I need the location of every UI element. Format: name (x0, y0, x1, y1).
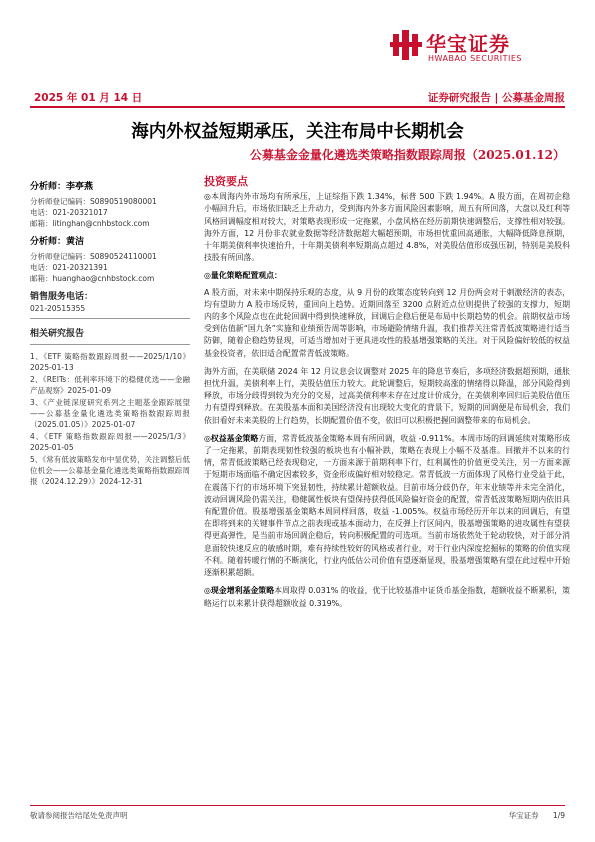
related-report-item[interactable]: 3、《产业链深度研究系列之主题基金跟踪展望——公募基金量化遴选类策略指数跟踪周报（2025.01.05）》2025-01-07 (30, 398, 190, 429)
cash-strategy-text: 本周取得 0.031% 的收益，优于比较基准中证货币基金指数，超额收益不断累积，策略运行以来累计获得超额收益 0.319%。 (204, 586, 571, 608)
page-subtitle: 公募基金金量化遴选类策略指数跟踪周报（2025.01.12） (249, 148, 565, 162)
analyst-email[interactable]: 邮箱：huanghao@cnhbstock.com (30, 274, 155, 283)
section-title: 投资要点 (204, 175, 248, 188)
report-type: 证券研究报告 | 公募基金周报 (427, 92, 565, 104)
related-report-item[interactable]: 1、《ETF 策略指数跟踪周报——2025/1/10》2025-01-13 (30, 352, 190, 372)
sales-phone: 021-20515355 (30, 304, 86, 313)
footer-brand: 华宝证券 (508, 811, 539, 820)
analyst-cert: 分析师登记编码：S0890519080001 (30, 197, 157, 206)
related-report-item[interactable]: 2、《REITs：低利率环境下的稳健优选——金融产品观察》2025-01-09 (30, 375, 190, 395)
related-report-item[interactable]: 5、《常有低波策略发布中显优势，关注调整后低位机会——公募基金量化遴选类策略指数跟踪周报（2024.12.29）》2024-12-31 (30, 455, 190, 486)
brand-name-cn: 华宝证券 (426, 32, 510, 56)
view-heading: ◎量化策略配置观点： (204, 271, 282, 281)
report-date: 2025 年 01 月 14 日 (34, 92, 143, 104)
view-paragraph-overseas: 海外方面，在美联储 2024 年 12 月议息会议调整对 2025 年的降息节奏后，多项经济数据超预期，通胀担忧升温，美债利率上行，美股估值压力较大。此轮调整后，短期较高涨的情绪得以降温，部分风险得到释放，市场分歧得到较为充分的交易，过高美债利率未存在过度计价成分，在美债利率回归后美股估值压力有望得到释放。在美股基本面和美国经济没有出现较大变化的背景下，短期的回调便是布局机会，我们依旧看好未来美股的上行趋势，长期配置价值不变，依旧可以积极把握回调整带来的布局机会。 (204, 366, 570, 425)
analyst-email[interactable]: 邮箱：litinghan@cnhbstock.com (30, 219, 150, 228)
sidebar (30, 176, 190, 488)
footer-page-info (509, 810, 565, 821)
page-number: 1/9 (552, 811, 565, 820)
sales-phone-label: 销售服务电话： (30, 292, 94, 302)
related-reports-title: 相关研究报告 (30, 329, 85, 339)
hwabao-logo-icon (390, 30, 422, 60)
header-logo (390, 26, 570, 70)
page-title: 海内外权益短期承压，关注布局中长期机会 (131, 122, 464, 142)
intro-paragraph: ◎本周海内外市场均有所承压，上证综指下跌 1.34%，标普 500 下跌 1.94%。A 股方面，在周初企稳小幅回升后，市场依旧缺乏上升动力，受到海内外多方面风险因素影响，周五有所回落，大盘以及红利等风格回调幅度相对较大，对策略表现形成一定拖累，小盘风格在经历前期快速调整后，支撑性相对较强。海外方面，12 月份非农就业数据等经济数据超大幅超预期，市场担忧重回高通胀，大幅降低降息预期，十年期美债利率快速抬升，十年期美债利率短期高点超过 4.8%，对美股估值形成强压制，特别是美股科技股有所回落。 (204, 192, 570, 263)
sidebar-divider (30, 318, 190, 319)
footer-divider (30, 805, 565, 806)
analyst-name: 分析师：李亭燕 (30, 182, 94, 192)
footer-disclaimer: 敬请参阅报告结尾处免责声明 (30, 811, 128, 820)
header-divider (30, 106, 565, 108)
brand-name-en: HWABAO SECURITIES (428, 54, 522, 63)
main-content (204, 176, 570, 610)
equity-strategy-paragraph (204, 433, 570, 579)
related-report-item[interactable]: 4、《ETF 策略指数跟踪周报——2025/1/3》2025-01-05 (30, 432, 190, 452)
analyst-cert: 分析师登记编码：S0890524110001 (30, 252, 157, 261)
view-paragraph-a-share: A 股方面，对未来中期保持乐观的态度，从 9 月份的政策态度转向到 12 月份两会对于刺激经济的表态，均有望助力 A 股市场反转，重回向上趋势。近期回落至 3200 点附近点位则提供了较强的支撑力，短期内的多个风险点也在此轮回调中得到快速释放，回调后企稳后便是布局中长期趋势的机会。前期权益市场受到估值新“国九条”实施和业绩预告周等影响，市场避险情绪升温，我们推荐关注常青低波策略进行适当防御，随着企稳趋势显现，可适当增加对于更具进攻性的股基增强策略的关注。对于风险偏好较低的权益基金投资者，依旧适合配置常青低波策略。 (204, 287, 570, 358)
analyst-1 (30, 182, 190, 229)
analyst-name: 分析师：黄洁 (30, 237, 85, 247)
analyst-phone: 电话：021-20321391 (30, 263, 108, 272)
analyst-2 (30, 237, 190, 284)
analyst-phone: 电话：021-20321017 (30, 208, 108, 217)
sidebar-divider (30, 344, 190, 345)
equity-strategy-heading: ◎权益基金策略 (204, 433, 259, 443)
cash-strategy-heading: ◎现金增利基金策略 (204, 586, 275, 596)
cash-strategy-paragraph (204, 585, 570, 609)
equity-strategy-text: 方面，常青低波基金策略本周有所回调，收益 -0.911%。本周市场的回调延续对策略形成了一定拖累，前期表现韧性较强的板块也有小幅补跌，策略在表现上小幅不及基准。回撤并不以来的行情，常青低波策略已经表现稳定，一方面来源于前期利率下行，红利属性的价值更受关注，另一方面来源于短期市场面临不确定因素较多，资金形成偏好相对较稳定。常青低波一方面体现了风格行业受益于此，在震荡下行的市场环境下突显韧性，持续累计超额收益。目前市场分歧仍存，年末业绩等并未完全消化，波动回调风险仍需关注，稳健属性板块有望保持获得低风险偏好资金的配置，常青低波策略短期内依旧具有配置价值。股基增强基金策略本周同样回落，收益 -1.005%。权益市场经历开年以来的回调后，有望在即将到来的关键事件节点之前表现或基本面动力，在反弹上行区间内，股基增强策略的进攻属性有望获得更高弹性，是当前市场回调企稳后，转向积极配置的可选项。当前市场依然处于轮动较快，对于部分消息面较快速反应的敏感时期，难有持续性较好的风格或者行业，对于行业内深度挖掘标的策略的价值实现不利。随着转暖行情的不断演化，行业内低估公司价值有望逐渐显现，股基增强策略有望在此过程中开始逐渐积累超额。 (204, 433, 571, 578)
